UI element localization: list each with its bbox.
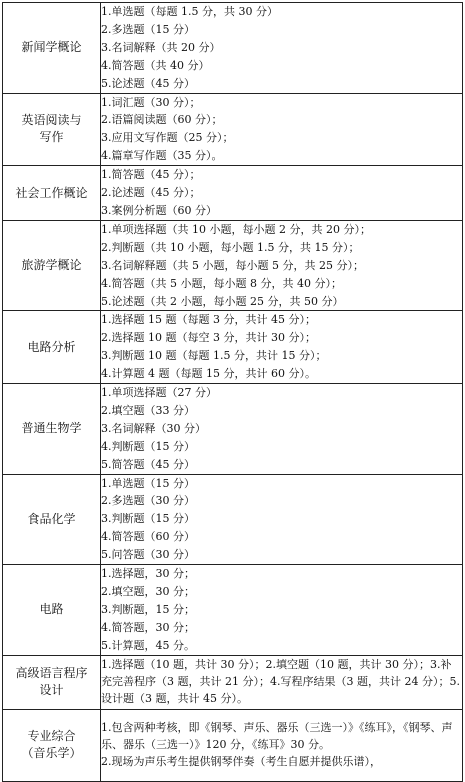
question-type-item: 2.论述题（45 分）； <box>101 186 201 200</box>
question-type-item: 3.名词解释题（共 5 小题，每小题 5 分，共 25 分）； <box>101 258 364 272</box>
subject-row <box>3 709 463 781</box>
question-types-cell <box>101 93 463 166</box>
question-type-item: 1.选择题 15 题（每题 3 分，共计 45 分）； <box>101 313 316 327</box>
question-type-item: 1.选择题（10 题，共计 30 分）；2.填空题（10 题，共计 30 分）；3.补充完善程序（3 题，共计 21 分）；4.写程序结果（3 题，共计 24 分）；5.设计题（3 题，共计 45 分）。 <box>101 657 460 705</box>
question-type-item: 5.论述题（45 分） <box>101 76 195 90</box>
subject-name-line: 旅游学概论 <box>21 258 82 273</box>
subject-name-line: 英语阅读与 <box>21 113 82 128</box>
subject-row <box>3 474 463 565</box>
subject-name-line: 电路 <box>39 602 64 617</box>
question-type-item: 1.词汇题（30 分）； <box>101 95 201 109</box>
question-type-item: 5.论述题（共 2 小题，每小题 25 分，共 50 分） <box>101 294 344 308</box>
question-types-cell <box>101 220 463 311</box>
question-type-item: 3.名词解释（30 分） <box>101 421 206 435</box>
question-type-item: 3.判断题（15 分） <box>101 512 195 526</box>
question-type-item: 3.案例分析题（60 分） <box>101 203 217 217</box>
subject-name-line: 食品化学 <box>27 511 76 526</box>
subject-name-line: 新闻学概论 <box>21 40 82 55</box>
question-types-cell <box>101 655 463 709</box>
question-type-item: 4.简答题（60 分） <box>101 530 195 544</box>
subject-name-cell <box>3 709 101 781</box>
question-types-cell <box>101 384 463 475</box>
question-type-item: 2.多选题（30 分） <box>101 494 195 508</box>
exam-table-body <box>3 3 463 782</box>
subject-row <box>3 565 463 656</box>
question-type-item: 3.判断题 10 题（每题 1.5 分，共计 15 分）； <box>101 349 327 363</box>
subject-name-line: 社会工作概论 <box>15 185 88 200</box>
question-type-item: 4.计算题 4 题（每题 15 分，共计 60 分）。 <box>101 367 316 381</box>
subject-name-line: 普通生物学 <box>21 421 82 436</box>
question-type-item: 4.篇章写作题（35 分）。 <box>101 149 223 163</box>
subject-row <box>3 311 463 384</box>
question-type-item: 1.包含两种考核，即《钢琴、声乐、器乐（三选一）》《练耳》，《钢琴、声乐、器乐（三选一）》120 分，《练耳》30 分。 <box>101 720 453 751</box>
question-type-item: 1.单选题（每题 1.5 分，共 30 分） <box>101 5 278 18</box>
question-type-item: 5.问答题（30 分） <box>101 548 195 562</box>
subject-name-cell <box>3 565 101 656</box>
question-type-item: 1.单选题（15 分） <box>101 476 195 490</box>
question-type-item: 2.判断题（共 10 小题，每小题 1.5 分，共 15 分）； <box>101 240 360 254</box>
question-type-item: 5.简答题（45 分） <box>101 457 195 471</box>
subject-name-cell <box>3 474 101 565</box>
question-type-item: 3.应用文写作题（25 分）； <box>101 131 234 145</box>
question-types-cell <box>101 166 463 221</box>
subject-name-cell <box>3 166 101 221</box>
subject-name-cell <box>3 93 101 166</box>
subject-name-cell <box>3 655 101 709</box>
question-type-item: 4.判断题（15 分） <box>101 439 195 453</box>
subject-row <box>3 166 463 221</box>
subject-name-line: 写作 <box>39 130 64 145</box>
subject-name-cell <box>3 384 101 475</box>
question-type-item: 4.简答题，30 分； <box>101 620 195 634</box>
question-type-item: 4.简答题（共 40 分） <box>101 58 210 72</box>
subject-row <box>3 655 463 709</box>
question-types-cell <box>101 311 463 384</box>
question-types-cell <box>101 565 463 656</box>
subject-name-cell <box>3 311 101 384</box>
subject-name-cell <box>3 3 101 94</box>
subject-name-line: 设计 <box>39 683 64 698</box>
question-type-item: 2.选择题 10 题（每空 3 分，共计 30 分）； <box>101 331 316 345</box>
question-type-item: 1.简答题（45 分）； <box>101 168 201 182</box>
subject-name-line: 高级语言程序 <box>15 666 88 681</box>
question-type-item: 3.名词解释（共 20 分） <box>101 40 221 54</box>
question-type-item: 2.填空题，30 分； <box>101 585 195 598</box>
subject-name-cell <box>3 220 101 311</box>
subject-name-line: 专业综合 <box>27 729 76 744</box>
question-type-item: 5.计算题，45 分。 <box>101 638 195 652</box>
question-types-cell <box>101 709 463 781</box>
question-type-item: 2.语篇阅读题（60 分）； <box>101 113 223 127</box>
question-type-item: 1.单项选择题（共 10 小题，每小题 2 分，共 20 分）； <box>101 222 371 236</box>
question-type-item: 1.单项选择题（27 分） <box>101 386 217 400</box>
exam-format-table <box>2 2 463 782</box>
question-type-item: 3.判断题，15 分； <box>101 602 195 616</box>
subject-name-line: 电路分析 <box>27 339 76 354</box>
question-type-item: 1.选择题，30 分； <box>101 567 195 581</box>
question-types-cell <box>101 474 463 565</box>
question-type-item: 2.现场为声乐考生提供钢琴伴奏（考生自愿并提供乐谱）， <box>101 754 381 768</box>
subject-row <box>3 220 463 311</box>
subject-row <box>3 384 463 475</box>
question-types-cell <box>101 3 463 94</box>
subject-row <box>3 93 463 166</box>
question-type-item: 4.简答题（共 5 小题，每小题 8 分，共 40 分）； <box>101 276 342 290</box>
subject-row <box>3 3 463 94</box>
question-type-item: 2.多选题（15 分） <box>101 22 195 36</box>
subject-name-line: （音乐学） <box>21 746 82 761</box>
question-type-item: 2.填空题（33 分） <box>101 403 195 417</box>
